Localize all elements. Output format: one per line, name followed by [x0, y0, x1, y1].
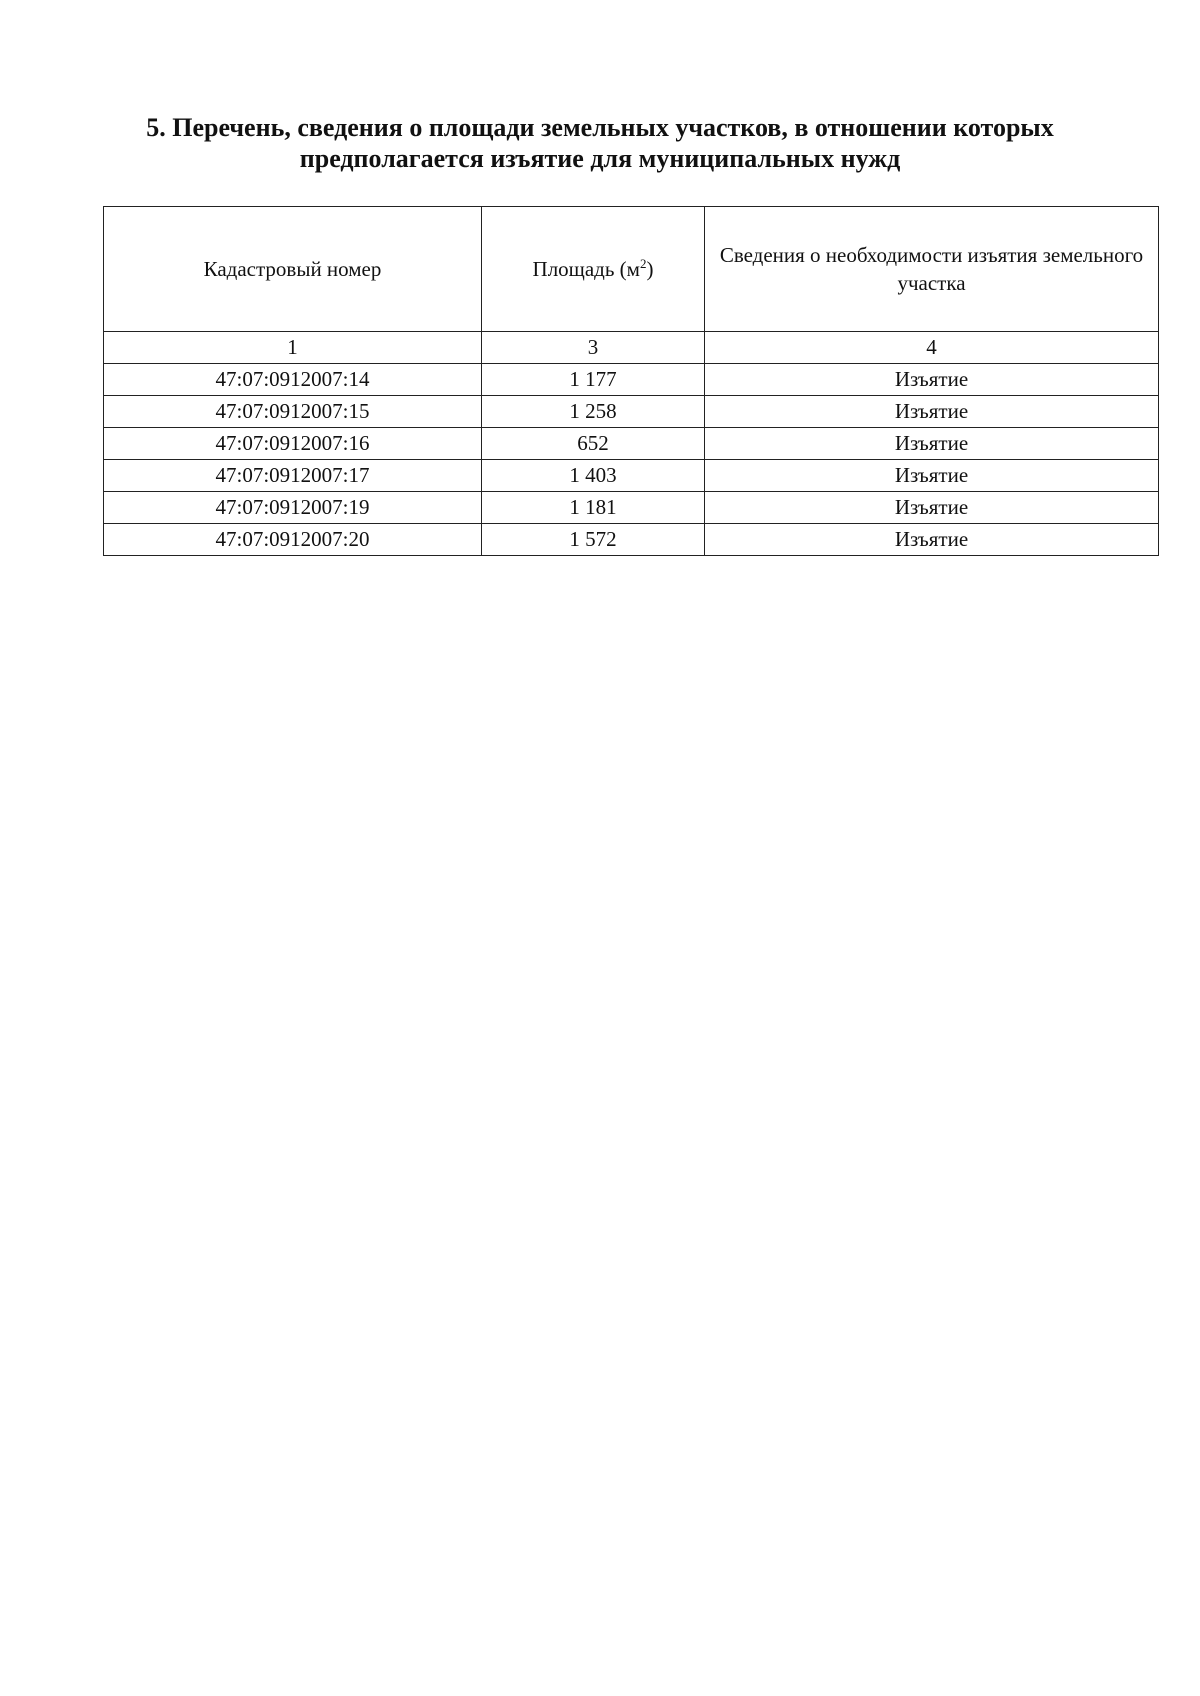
column-number-3: 4: [705, 332, 1159, 364]
document-title: [100, 112, 1100, 174]
table-header-row: [104, 207, 1159, 332]
land-plots-table: [103, 206, 1159, 556]
area-cell: 1 403: [482, 460, 705, 492]
area-cell: 1 572: [482, 524, 705, 556]
table-row: [104, 460, 1159, 492]
withdrawal-info-cell: Изъятие: [705, 364, 1159, 396]
cadastral-number-cell: 47:07:0912007:19: [104, 492, 482, 524]
withdrawal-info-cell: Изъятие: [705, 396, 1159, 428]
area-cell: 1 258: [482, 396, 705, 428]
cadastral-number-cell: 47:07:0912007:14: [104, 364, 482, 396]
table-row: [104, 396, 1159, 428]
withdrawal-info-cell: Изъятие: [705, 428, 1159, 460]
header-cadastral-number: Кадастровый номер: [104, 207, 482, 332]
table-row: [104, 428, 1159, 460]
table-row: [104, 492, 1159, 524]
title-line-1: 5. Перечень, сведения о площади земельных участков, в отношении которых: [146, 113, 1054, 142]
area-cell: 1 177: [482, 364, 705, 396]
column-number-1: 1: [104, 332, 482, 364]
cadastral-number-cell: 47:07:0912007:15: [104, 396, 482, 428]
cadastral-number-cell: 47:07:0912007:17: [104, 460, 482, 492]
column-numbering-row: [104, 332, 1159, 364]
header-withdrawal-info: Сведения о необходимости изъятия земельного участка: [705, 207, 1159, 332]
withdrawal-info-cell: Изъятие: [705, 524, 1159, 556]
cadastral-number-cell: 47:07:0912007:20: [104, 524, 482, 556]
column-number-2: 3: [482, 332, 705, 364]
cadastral-number-cell: 47:07:0912007:16: [104, 428, 482, 460]
table-row: [104, 364, 1159, 396]
withdrawal-info-cell: Изъятие: [705, 460, 1159, 492]
title-line-2: предполагается изъятие для муниципальных нужд: [299, 144, 901, 173]
header-area-prefix: Площадь (м: [532, 257, 640, 281]
table-row: [104, 524, 1159, 556]
header-area-superscript: 2: [639, 256, 647, 271]
area-cell: 1 181: [482, 492, 705, 524]
header-area: [482, 207, 705, 332]
withdrawal-info-cell: Изъятие: [705, 492, 1159, 524]
header-area-suffix: ): [646, 257, 654, 281]
area-cell: 652: [482, 428, 705, 460]
